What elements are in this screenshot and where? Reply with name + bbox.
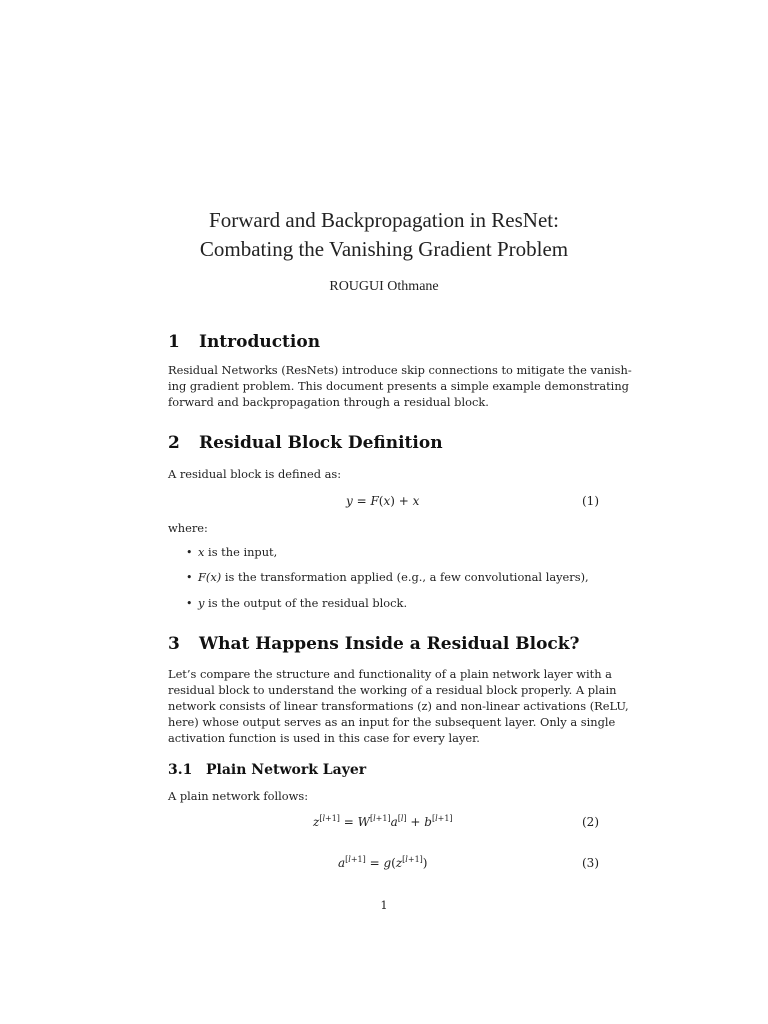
where-label xyxy=(168,520,599,536)
paragraph-line: ing gradient problem. This document presents a simple example demonstrating xyxy=(168,379,629,393)
bullet-variable: y xyxy=(198,596,205,610)
paragraph-line: where: xyxy=(168,521,208,535)
list-item xyxy=(186,596,407,610)
section-title: Residual Block Definition xyxy=(199,433,443,453)
author-name: ROUGUI Othmane xyxy=(329,279,439,294)
subsection-number: 3.1 xyxy=(168,762,193,778)
equation-2 xyxy=(168,815,599,833)
introduction-paragraph xyxy=(168,362,632,410)
bullet-icon: • xyxy=(186,571,193,584)
inside-residual-block-paragraph xyxy=(168,666,629,746)
paragraph-line: Residual Networks (ResNets) introduce skip connections to mitigate the vanish- xyxy=(168,363,632,377)
subsection-heading-plain-network-layer xyxy=(168,762,366,778)
plain-network-intro xyxy=(168,788,599,804)
paragraph-line: A residual block is defined as: xyxy=(168,467,342,481)
equation-body: a[l+1] = g(z[l+1]) xyxy=(338,855,428,870)
paragraph-line: residual block to understand the working of a residual block properly. A plain xyxy=(168,683,617,697)
section-title: What Happens Inside a Residual Block? xyxy=(199,634,580,654)
bullet-variable: F(x) xyxy=(198,570,222,584)
bullet-icon: • xyxy=(186,546,193,559)
equation-3 xyxy=(168,856,599,874)
section-number: 2 xyxy=(168,433,180,453)
equation-number: (2) xyxy=(582,815,599,829)
section-title: Introduction xyxy=(199,332,321,352)
section-number: 3 xyxy=(168,634,180,654)
paper-title-line-2: Combating the Vanishing Gradient Problem xyxy=(199,237,569,261)
paragraph-line: A plain network follows: xyxy=(168,789,309,803)
equation-number: (1) xyxy=(582,494,599,508)
bullet-text: is the output of the residual block. xyxy=(204,596,408,610)
page-number: 1 xyxy=(380,898,388,912)
list-item xyxy=(186,545,277,559)
equation-body: z[l+1] = W[l+1]a[l] + b[l+1] xyxy=(313,814,453,829)
paper-title-line-1: Forward and Backpropagation in ResNet: xyxy=(209,208,559,232)
section-heading-introduction xyxy=(168,332,320,352)
paragraph-line: forward and backpropagation through a residual block. xyxy=(168,395,489,409)
bullet-variable: x xyxy=(198,545,205,559)
equation-body: y = F(x) + x xyxy=(346,494,420,508)
section-heading-inside-residual-block xyxy=(168,634,580,654)
bullet-text: is the input, xyxy=(204,545,278,559)
equation-1 xyxy=(168,494,599,512)
bullet-icon: • xyxy=(186,597,193,610)
paragraph-line: here) whose output serves as an input for the subsequent layer. Only a single xyxy=(168,715,616,729)
list-item xyxy=(186,570,589,584)
bullet-text: is the transformation applied (e.g., a few convolutional layers), xyxy=(221,570,589,584)
residual-block-intro xyxy=(168,466,599,482)
paragraph-line: activation function is used in this case for every layer. xyxy=(168,731,480,745)
paragraph-line: Let’s compare the structure and functionality of a plain network layer with a xyxy=(168,667,612,681)
paragraph-line: network consists of linear transformations (z) and non-linear activations (ReLU, xyxy=(168,699,629,713)
subsection-title: Plain Network Layer xyxy=(206,762,367,778)
equation-number: (3) xyxy=(582,856,599,870)
section-heading-residual-block-definition xyxy=(168,433,443,453)
section-number: 1 xyxy=(168,332,180,352)
